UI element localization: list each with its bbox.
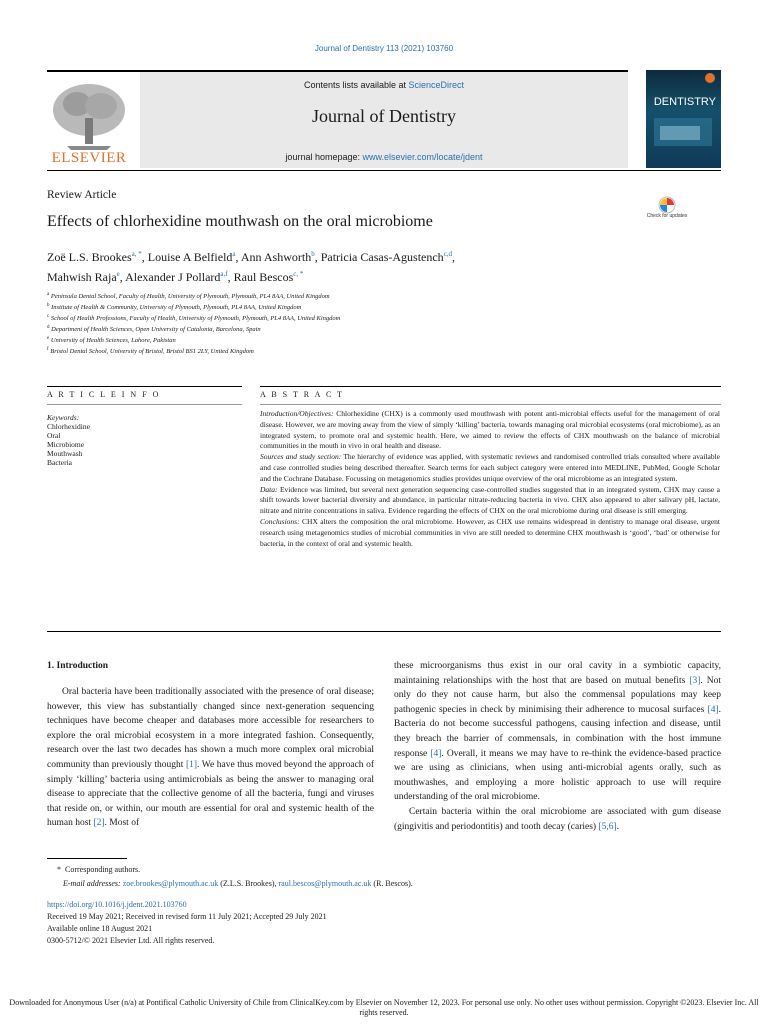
author-name: Alexander J Pollard bbox=[125, 270, 221, 284]
contents-line bbox=[140, 80, 628, 90]
affiliation-b: $^b$ Institute of Health & Community, University of Plymouth, Plymouth, PL4 8AA, United Kingdom bbox=[47, 303, 302, 312]
reference-link[interactable]: [3] bbox=[689, 675, 701, 686]
journal-title: Journal of Dentistry bbox=[312, 106, 456, 126]
corresponding-note: * Corresponding authors. bbox=[57, 865, 141, 874]
keywords-label: Keywords: bbox=[47, 413, 80, 422]
doi-link[interactable]: https://doi.org/10.1016/j.jdent.2021.103760 bbox=[47, 900, 187, 909]
article-info-subrule bbox=[47, 404, 242, 405]
journal-homepage bbox=[140, 152, 628, 162]
author-affiliation-marker[interactable]: b bbox=[311, 250, 315, 258]
available-online: Available online 18 August 2021 bbox=[47, 924, 153, 933]
reference-link[interactable]: [4] bbox=[707, 704, 719, 715]
reference-link[interactable]: [4] bbox=[430, 748, 442, 759]
abstract-conclusions: CHX alters the composition the oral microbiome. However, as CHX use remains widespread in dentistry to manage oral disease, urgent research using metagenomics studies of microbial communities in vivo are still needed to determine CHX mouthwash is ‘good’, ‘bad’ or otherwise for bacteria, in the context of oral and systemic health. bbox=[260, 516, 720, 548]
keyword: Microbiome bbox=[47, 440, 85, 449]
abstract-subrule bbox=[260, 404, 721, 405]
author-name: Patricia Casas-Agustench bbox=[320, 250, 444, 264]
abstract-rule bbox=[260, 386, 721, 387]
keyword: Bacteria bbox=[47, 458, 72, 467]
download-notice: Downloaded for Anonymous User (n/a) at Pontifical Catholic University of Chile from ClinicalKey.com by Elsevier on November 12, 2023. For personal use only. No other uses without permission. Copyright ©2023. Elsevier Inc. All rights reserved. bbox=[9, 998, 759, 1017]
abstract-heading: A B S T R A C T bbox=[260, 390, 345, 399]
email-label: E-mail addresses: bbox=[63, 879, 121, 888]
author-affiliation-marker[interactable]: c,d bbox=[443, 250, 453, 258]
body-right-column bbox=[394, 659, 721, 834]
article-info-heading: A R T I C L E I N F O bbox=[47, 390, 161, 399]
author-name: Mahwish Raja bbox=[47, 270, 117, 284]
abstract-conclusions-label: Conclusions: bbox=[260, 516, 300, 526]
email-link-brookes[interactable]: zoe.brookes@plymouth.ac.uk bbox=[122, 879, 219, 888]
keyword: Oral bbox=[47, 431, 61, 440]
affiliation-d: $^d$ Department of Health Sciences, Open University of Catalonia, Barcelona, Spain bbox=[47, 325, 261, 334]
article-title: Effects of chlorhexidine mouthwash on the oral microbiome bbox=[47, 213, 433, 230]
author-affiliation-marker[interactable]: a bbox=[232, 250, 236, 258]
corresponding-text: Corresponding authors. bbox=[65, 865, 141, 874]
authors-line-2: Mahwish Raja$^e$, Alexander J Pollard$^{a,f}$, Raul Bescos$^{c, *}$ bbox=[47, 270, 304, 284]
abstract-end-rule bbox=[47, 631, 721, 632]
footnote-rule bbox=[47, 858, 127, 859]
email-name-brookes: (Z.L.S. Brookes), bbox=[218, 879, 279, 888]
abstract-sources-label: Sources and study section: bbox=[260, 452, 342, 462]
keywords-block bbox=[47, 413, 90, 467]
received-dates: Received 19 May 2021; Received in revised form 11 July 2021; Accepted 29 July 2021 bbox=[47, 912, 327, 921]
affiliation-e: $^e$ University of Health Sciences, Lahore, Pakistan bbox=[47, 336, 176, 345]
authors-line-1: Zoë L.S. Brookes$^{a, *}$, Louise A Belfield$^a$, Ann Ashworth$^b$, Patricia Casas-Agustench$^{c,d}$, bbox=[47, 250, 456, 264]
abstract-data-label: Data: bbox=[260, 484, 278, 494]
article-type: Review Article bbox=[47, 189, 117, 201]
elsevier-wordmark: ELSEVIER bbox=[51, 150, 127, 166]
author-list bbox=[47, 246, 647, 286]
article-info-rule bbox=[47, 386, 242, 387]
keywords-list bbox=[47, 422, 90, 467]
cover-title: DENTISTRY bbox=[653, 96, 716, 108]
email-link-bescos[interactable]: raul.bescos@plymouth.ac.uk bbox=[278, 879, 372, 888]
intro-paragraph-3: Certain bacteria within the oral microbiome are associated with gum disease (gingivitis and periodontitis) and tooth decay (caries) [5,6]. bbox=[394, 806, 721, 832]
email-name-bescos: (R. Bescos). bbox=[371, 879, 413, 888]
homepage-label: journal homepage: bbox=[285, 152, 363, 162]
abstract-intro-label: Introduction/Objectives: bbox=[260, 409, 334, 418]
copyright: 0300-5712/© 2021 Elsevier Ltd. All rights reserved. bbox=[47, 936, 215, 945]
journal-citation[interactable]: Journal of Dentistry 113 (2021) 103760 bbox=[314, 44, 454, 53]
reference-link[interactable]: [5,6] bbox=[598, 821, 617, 832]
contents-prefix: Contents lists available at bbox=[303, 80, 409, 90]
abstract-sources: The hierarchy of evidence was applied, with systematic reviews and randomised controlled trials consulted where available and case controlled studies being described thereafter. Search terms for each subject category were entered into MEDLINE, PubMed, Google Scholar and the Cochrane Database. Focussing on metagenomics studies provides unique overview of the oral microbiome as an integrated system. bbox=[260, 452, 720, 483]
author-name: Louise A Belfield bbox=[147, 250, 233, 264]
author-affiliation-marker[interactable]: a, * bbox=[131, 250, 142, 258]
keyword: Chlorhexidine bbox=[47, 422, 90, 431]
cover-art-icon bbox=[646, 70, 721, 168]
intro-paragraph-2: these microorganisms thus exist in our oral cavity in a symbiotic capacity, maintaining relationships with the host that are based on mutual benefits [3]. Not only do they not cause harm, but also the commensal populations may keep pathogenic species in check by minimising their adherence to mucosal surfaces [4]. Bacteria do not become successful pathogens, causing infection and disease, until they breach the barrier of commensals, in combination with the host immune response [4]. Overall, it means we may have to re-think the evidence-based practice we are using as clinicians, when using anti-microbial agents orally, such as mouthwashes, and employing a more holistic approach to use will require understanding of the oral microbiome. bbox=[394, 661, 721, 803]
section-heading-introduction: 1. Introduction bbox=[47, 661, 109, 671]
homepage-link[interactable]: www.elsevier.com/locate/jdent bbox=[362, 152, 483, 162]
abstract-text bbox=[260, 409, 720, 549]
author-affiliation-marker[interactable]: c, * bbox=[293, 270, 304, 278]
sciencedirect-link[interactable]: ScienceDirect bbox=[408, 80, 465, 90]
abstract-data: Evidence was limited, but several next generation sequencing case-controlled studies suggested that in an integrated system, CHX may cause a shift towards lower bacterial diversity and abundance, in particular nitrate-reducing bacteria in vivo. CHX also appeared to alter salivary pH, lactate, nitrate and nitrite concentrations in saliva. Evidence regarding the effects of CHX on the oral microbiome during oral disease is still emerging. bbox=[260, 484, 720, 516]
intro-paragraph-1: Oral bacteria have been traditionally associated with the presence of oral disease; however, this view has substantially changed since next-generation sequencing techniques have become cheaper and databases more accessible for researchers to explore the oral microbial ecosystem in a more integrated fashion. Consequently, research over the last two decades has shown a much more complex oral microbial community than previously thought [1]. We have thus moved beyond the approach of simply ‘killing’ bacteria using antimicrobials as being the answer to managing oral disease to appreciate that the collective genome of all the bacteria, fungi and viruses that reside on, or within, our mouth are essential for oral and systemic health of the human host [2]. Most of bbox=[47, 687, 374, 829]
email-note bbox=[63, 878, 413, 889]
author-affiliation-marker[interactable]: e bbox=[116, 270, 120, 278]
author-name: Raul Bescos bbox=[233, 270, 294, 284]
author-affiliation-marker[interactable]: a,f bbox=[220, 270, 228, 278]
author-name: Ann Ashworth bbox=[240, 250, 312, 264]
abstract-intro: Chlorhexidine (CHX) is a commonly used mouthwash with potent anti-microbial effects useful for the management of oral disease. However, we are moving away from the view of simply ‘killing’ bacteria, towards managing oral microbial ecosystems (oral microbiome), as an integrated system, to promote oral and systemic health. Here, we aimed to review the effects of CHX mouthwash on the balance of microbial communities in the mouth in vivo in oral health and disease. bbox=[260, 409, 720, 451]
body-left-column bbox=[47, 685, 374, 831]
keyword: Mouthwash bbox=[47, 449, 83, 458]
affiliation-f: $^f$ Bristol Dental School, University of Bristol, Bristol BS1 2LY, United Kingdom bbox=[47, 347, 254, 356]
reference-link[interactable]: [1] bbox=[185, 759, 198, 770]
reference-link[interactable]: [2] bbox=[93, 818, 105, 829]
header-bottom-rule bbox=[47, 170, 721, 171]
affiliation-a: $^a$ Peninsula Dental School, Faculty of Health, University of Plymouth, Plymouth, PL4 8AA, United Kingdom bbox=[47, 292, 330, 301]
journal-cover-image[interactable] bbox=[646, 70, 721, 168]
affiliation-c: $^c$ School of Health Professions, Faculty of Health, University of Plymouth, Plymouth, PL4 8AA, United Kingdom bbox=[47, 314, 341, 323]
author-name: Zoë L.S. Brookes bbox=[47, 250, 132, 264]
check-for-updates-label: Check for updates bbox=[646, 213, 688, 219]
